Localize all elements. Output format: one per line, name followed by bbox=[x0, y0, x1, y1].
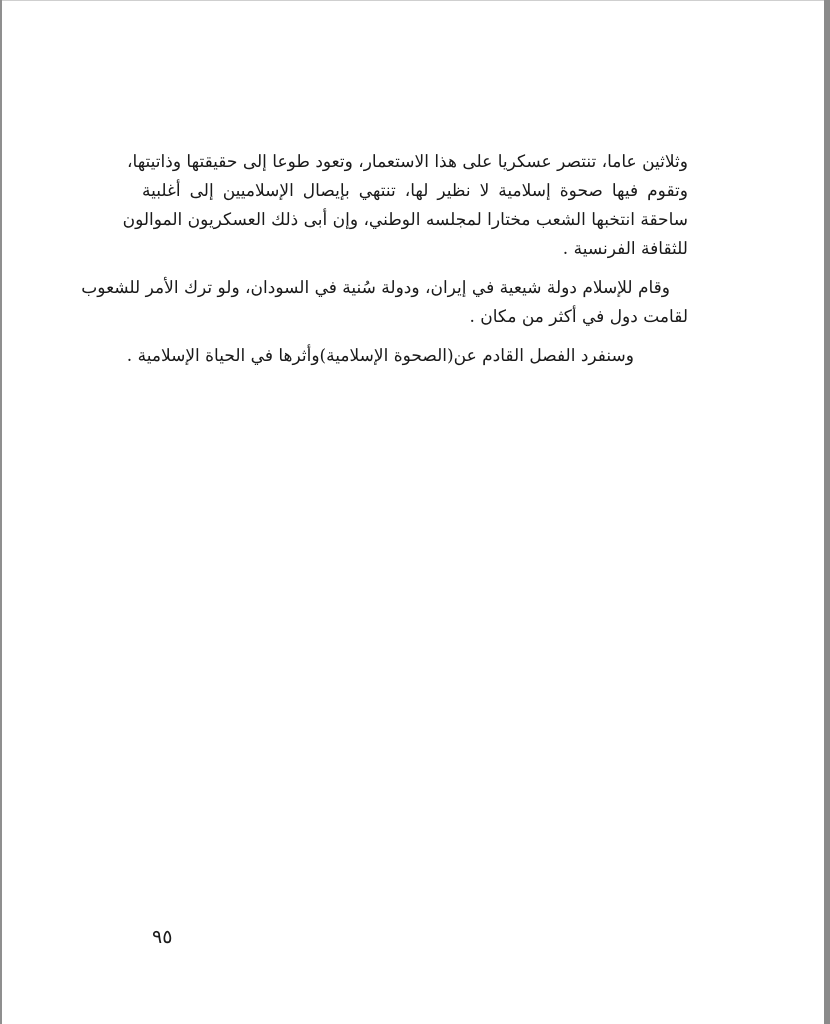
paragraph-2-line-1: وقام للإسلام دولة شيعية في إيران، ودولة سُنية في السودان، ولو ترك الأمر للشعوب bbox=[81, 278, 670, 298]
paragraph-3 bbox=[126, 342, 688, 371]
paragraph-1-line-1: وثلاثين عاما، تنتصر عسكريا على هذا الاستعمار، وتعود طوعا إلى حقيقتها وذاتيتها، bbox=[127, 152, 688, 172]
paragraph-1-line-3: ساحقة انتخبها الشعب مختارا لمجلسه الوطني، وإن أبى ذلك العسكريون الموالون bbox=[122, 210, 688, 230]
paragraph-3-line-1: وسنفرد الفصل القادم عن(الصحوة الإسلامية)وأثرها في الحياة الإسلامية . bbox=[126, 346, 634, 366]
paragraph-2-line-2: لقامت دول في أكثر من مكان . bbox=[469, 307, 688, 327]
body-text bbox=[81, 148, 688, 371]
paragraph-1-line-4: للثقافة الفرنسية . bbox=[562, 239, 688, 259]
page-top-edge bbox=[2, 0, 824, 1]
paragraph-2 bbox=[81, 274, 688, 332]
paragraph-1-line-2: وتقوم فيها صحوة إسلامية لا نظير لها، تنتهي بإيصال الإسلاميين إلى أغلبية bbox=[142, 181, 688, 201]
paragraph-1 bbox=[122, 148, 688, 264]
page-number: ٩٥ bbox=[152, 926, 173, 948]
